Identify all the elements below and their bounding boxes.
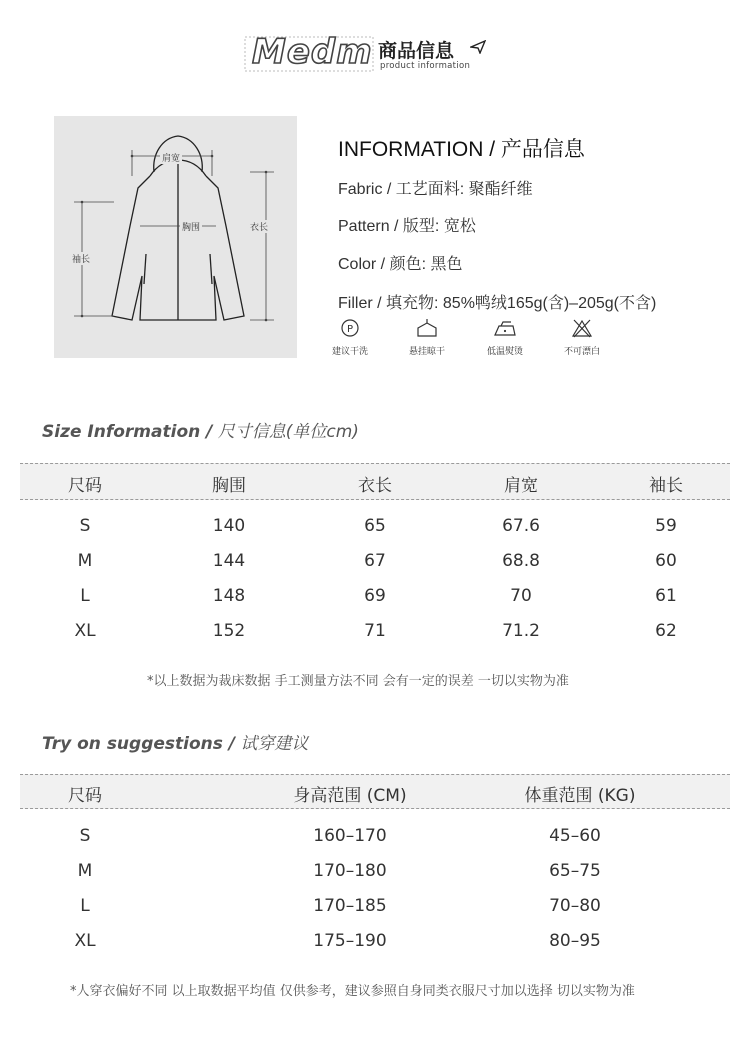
table-cell: XL: [74, 621, 96, 641]
color-row: Color / 颜色: 黑色: [338, 256, 463, 273]
table-cell: L: [80, 896, 90, 916]
size-note: *以上数据为裁床数据 手工测量方法不同 会有一定的误差 一切以实物为准: [147, 674, 569, 689]
size-header-cell: 尺码: [68, 476, 102, 496]
table-cell: XL: [74, 931, 96, 951]
table-cell: 148: [212, 586, 246, 606]
table-cell: 62: [655, 621, 677, 641]
information-title: INFORMATION / 产品信息: [338, 138, 585, 161]
table-cell: S: [79, 826, 91, 846]
care-label: 建议干洗: [331, 347, 368, 357]
shoulder-label: 肩宽: [160, 151, 182, 164]
table-cell: 60: [655, 551, 677, 571]
table-cell: 67: [364, 551, 386, 571]
chest-label: 胸围: [180, 220, 202, 233]
table-cell: 45–60: [549, 826, 601, 846]
try-on-title: [42, 729, 308, 754]
try-on-header-cell: 尺码: [68, 786, 102, 806]
table-cell: 170–180: [313, 861, 387, 881]
table-cell: S: [79, 516, 91, 536]
table-cell: 70–80: [549, 896, 601, 916]
pattern-row: Pattern / 版型: 宽松: [338, 218, 476, 235]
size-info-title-cn: 尺寸信息(单位cm): [212, 422, 359, 442]
try-on-title-en: Try on suggestions /: [42, 734, 236, 754]
table-cell: 61: [655, 586, 677, 606]
table-cell: M: [77, 551, 93, 571]
size-info-title-en: Size Information /: [42, 422, 213, 442]
table-cell: L: [80, 586, 90, 606]
table-cell: 140: [212, 516, 246, 536]
table-cell: 152: [212, 621, 246, 641]
size-header-cell: 袖长: [649, 476, 683, 496]
table-cell: 71.2: [502, 621, 540, 641]
table-cell: 59: [655, 516, 677, 536]
try-on-note: *人穿衣偏好不同 以上取数据平均值 仅供参考，建议参照自身同类衣服尺寸加以选择 切以实物为准: [70, 984, 635, 999]
table-cell: 144: [212, 551, 246, 571]
table-cell: 71: [364, 621, 386, 641]
header-title: 商品信息: [378, 40, 455, 62]
table-cell: M: [77, 861, 93, 881]
table-cell: 80–95: [549, 931, 601, 951]
size-header-cell: 胸围: [212, 476, 246, 496]
table-cell: 67.6: [502, 516, 540, 536]
table-cell: 70: [510, 586, 532, 606]
care-label: 悬挂晾干: [408, 347, 445, 357]
brand-logo: Medm: [252, 32, 373, 72]
table-cell: 68.8: [502, 551, 540, 571]
size-header-cell: 衣长: [358, 476, 392, 496]
svg-text:P: P: [346, 324, 354, 335]
length-label: 衣长: [248, 220, 270, 233]
table-cell: 175–190: [313, 931, 387, 951]
sleeve-label: 袖长: [70, 252, 92, 265]
filler-row: Filler / 填充物: 85%鸭绒165g(含)–205g(不含): [338, 295, 657, 312]
table-cell: 160–170: [313, 826, 387, 846]
size-header-cell: 肩宽: [504, 476, 538, 496]
try-on-title-cn: 试穿建议: [235, 734, 309, 754]
table-cell: 65: [364, 516, 386, 536]
header-subtitle: product information: [380, 61, 471, 71]
fabric-row: Fabric / 工艺面料: 聚酯纤维: [338, 181, 533, 198]
care-label: 不可漂白: [563, 347, 600, 357]
try-on-header-cell: 体重范围 (KG): [524, 786, 636, 806]
table-cell: 170–185: [313, 896, 387, 916]
table-cell: 69: [364, 586, 386, 606]
care-label: 低温熨烫: [486, 347, 523, 357]
table-cell: 65–75: [549, 861, 601, 881]
try-on-header-cell: 身高范围 (CM): [293, 786, 407, 806]
